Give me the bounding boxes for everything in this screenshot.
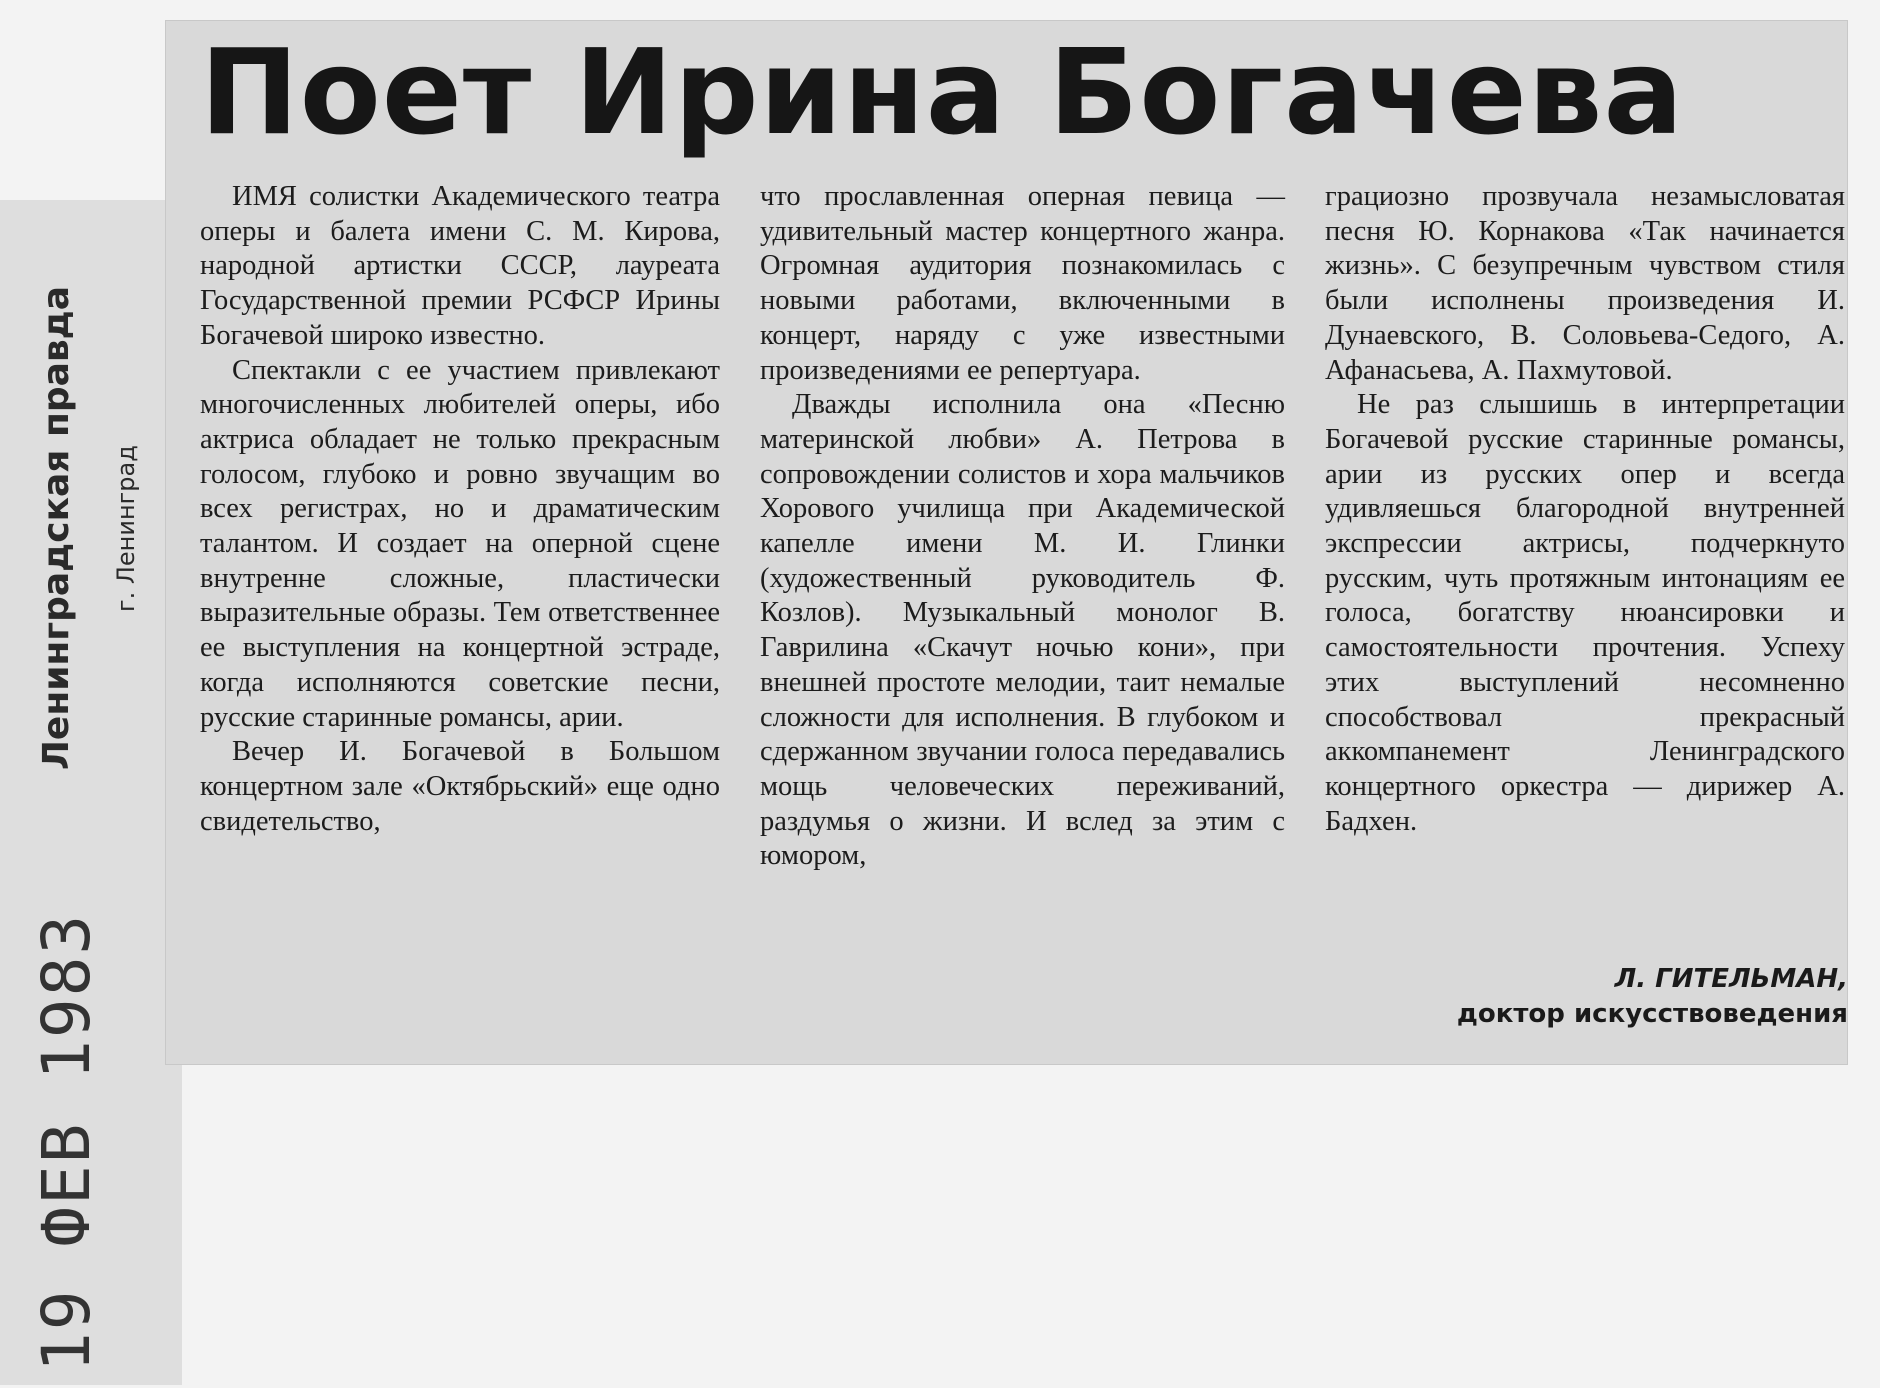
article-column-2 <box>760 180 1285 874</box>
newspaper-name: Ленинградская правда <box>36 285 77 770</box>
paragraph: ИМЯ солистки Академического театра оперы и балета имени С. М. Кирова, народной артистки СССР, лауреата Государственной премии РСФСР Ирины Богачевой широко известно. <box>200 181 720 351</box>
paragraph: что прославленная оперная певица — удивительный мастер концертного жанра. Огромная аудитория познакомилась с новыми работами, включенными в концерт, наряду с уже известными произведениями ее репертуара. <box>760 181 1285 386</box>
paragraph: Вечер И. Богачевой в Большом концертном зале «Октябрьский» еще одно свидетельство, <box>200 736 720 837</box>
paragraph: Дважды исполнила она «Песню материнской любви» А. Петрова в сопровождении солистов и хора мальчиков Хорового училища при Академической капелле имени М. И. Глинки (художественный руководитель Ф. Козлов). Музыкальный монолог В. Гаврилина «Скачут ночью кони», при внешней простоте мелодии, таит немалые сложности для исполнения. В глубоком и сдержанном звучании голоса передавались мощь человеческих переживаний, раздумья о жизни. И вслед за этим с юмором, <box>760 389 1285 872</box>
author-name: Л. ГИТЕЛЬМАН, <box>1614 964 1848 994</box>
author-signature <box>1288 962 1848 1032</box>
paragraph: грациозно прозвучала незамысловатая песня Ю. Корнакова «Так начинается жизнь». С безупречным чувством стиля были исполнены произведения И. Дунаевского, В. Соловьева-Седого, А. Афанасьева, А. Пахмутовой. <box>1325 181 1845 386</box>
author-title: доктор искусствоведения <box>1456 999 1848 1029</box>
article-headline: Поет Ирина Богачева <box>200 23 1685 161</box>
paragraph: Не раз слышишь в интерпретации Богачевой русские старинные романсы, арии из русских опер и всегда удивляешься благородной внутренней экспрессии актрисы, подчеркнуто русским, чуть протяжным интонациям ее голоса, богатству нюансировки и самостоятельности прочтения. Успеху этих выступлений несомненно способствовал прекрасный аккомпанемент Ленинградского концертного оркестра — дирижер А. Бадхен. <box>1325 389 1845 837</box>
newspaper-city: г. Ленинград <box>112 445 140 612</box>
date-stamp: 19 ФЕВ 1983 <box>28 912 105 1372</box>
paragraph: Спектакли с ее участием привлекают многочисленных любителей оперы, ибо актриса обладает не только прекрасным голосом, глубоко и ровно звучащим во всех регистрах, но и драматическим талантом. И создает на оперной сцене внутренне сложные, пластически выразительные образы. Тем ответственнее ее выступления на концертной эстраде, когда исполняются советские песни, русские старинные романсы, арии. <box>200 354 720 733</box>
article-column-3 <box>1325 180 1845 839</box>
article-column-1 <box>200 180 720 839</box>
